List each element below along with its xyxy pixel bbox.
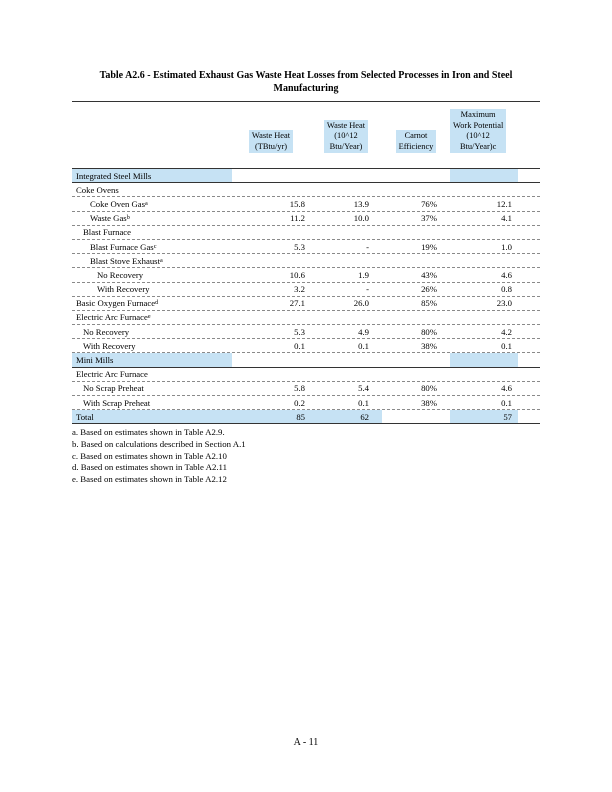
value-cell: 0.1 [358, 340, 369, 351]
value-cell [232, 368, 310, 381]
value-cell: - [366, 284, 369, 295]
value-cell: 0.2 [294, 397, 305, 408]
column-header-box [249, 130, 293, 153]
row-label: With Recovery [97, 284, 150, 295]
row-label: No Scrap Preheat [83, 383, 144, 394]
value-cell: 26.0 [353, 298, 369, 309]
value-cell: 37% [421, 213, 437, 224]
row-label: Coke Oven Gas [90, 198, 146, 209]
value-cell [310, 183, 382, 196]
row-label: Blast Furnace [83, 227, 132, 238]
row-label-cell: Coke Oven Gas a [90, 198, 148, 209]
row-label-cell: Basic Oxygen Furnace d [76, 298, 159, 309]
value-cell: 62 [310, 410, 382, 423]
value-cell: 4.6 [501, 269, 512, 280]
row-label-cell: Electric Arc Furnace e [76, 312, 151, 323]
value-cell [310, 254, 382, 267]
value-cell: 5.4 [358, 383, 369, 394]
row-label: Coke Ovens [76, 184, 119, 195]
value-cell [450, 311, 540, 324]
value-cell [310, 169, 382, 182]
value-cell: 38% [421, 340, 437, 351]
table-row [72, 268, 540, 282]
value-cell [232, 226, 310, 239]
value-cell: 57 [450, 410, 540, 423]
value-cell [232, 254, 310, 267]
value-cell [382, 226, 450, 239]
data-table [72, 101, 540, 424]
row-label-cell [72, 183, 232, 196]
value-cell: 15.8 [289, 198, 305, 209]
footnote: e. Based on estimates shown in Table A2.12 [72, 473, 227, 484]
value-cell: 80% [421, 383, 437, 394]
table-title [0, 0, 612, 95]
value-cell: 10.6 [289, 269, 305, 280]
value-cell [382, 368, 450, 381]
value-cell [382, 254, 450, 267]
value-cell: 27.1 [289, 298, 305, 309]
value-cell: 4.2 [501, 326, 512, 337]
row-label: With Scrap Preheat [83, 397, 151, 408]
row-label-cell [72, 283, 232, 296]
row-label-cell [72, 169, 232, 182]
table-row [72, 226, 540, 240]
value-cell: 26% [421, 284, 437, 295]
table-row [72, 396, 540, 410]
row-label: Blast Furnace Gas [90, 241, 154, 252]
value-cell: 0.1 [294, 340, 305, 351]
row-label: With Recovery [83, 340, 136, 351]
value-cell [232, 169, 310, 182]
table-row [72, 183, 540, 197]
row-label-cell [72, 339, 232, 352]
row-label: Total [76, 411, 94, 422]
value-cell: 5.8 [294, 383, 305, 394]
value-cell: 11.2 [290, 213, 305, 224]
value-cell [450, 169, 540, 182]
row-label-cell: Waste Gas b [90, 213, 130, 224]
table-body [72, 169, 540, 424]
column-header-line: Work Potential [453, 120, 504, 130]
value-cell [450, 183, 540, 196]
value-cell: 1.0 [501, 241, 512, 252]
column-header-box [396, 130, 437, 153]
row-label-cell [72, 353, 232, 366]
table-row [72, 339, 540, 353]
value-cell: - [366, 241, 369, 252]
value-cell: 85 [232, 410, 310, 423]
table-title-line1: Table A2.6 - Estimated Exhaust Gas Waste Heat Losses from Selected Processes in Iron and Steel [99, 70, 513, 81]
row-label: Integrated Steel Mills [76, 170, 152, 181]
table-row [72, 410, 540, 424]
footnote: b. Based on calculations described in Section A.1 [72, 438, 246, 449]
column-header [310, 120, 382, 168]
column-header-empty [72, 153, 232, 168]
table-row [72, 212, 540, 226]
value-cell: 4.1 [501, 213, 512, 224]
value-cell: 38% [421, 397, 437, 408]
row-label-cell [72, 368, 232, 381]
column-header-line: Efficiency [398, 141, 434, 151]
value-cell: 13.9 [353, 198, 369, 209]
table-row [72, 197, 540, 211]
column-header-line: Maximum [460, 110, 496, 120]
column-header [450, 109, 540, 168]
row-label: Blast Stove Exhaust [90, 255, 160, 266]
column-header-line: Waste Heat [326, 120, 366, 130]
row-label-cell: Blast Stove Exhaust a [90, 255, 163, 266]
value-cell [382, 311, 450, 324]
value-cell: 12.1 [496, 198, 512, 209]
value-cell [450, 254, 540, 267]
value-cell [450, 353, 540, 366]
row-label: Waste Gas [90, 213, 127, 224]
value-cell: 4.9 [358, 326, 369, 337]
row-label: Electric Arc Furnace [76, 312, 148, 323]
row-label-cell [72, 226, 232, 239]
table-header-row [72, 102, 540, 169]
footnote: c. Based on estimates shown in Table A2.10 [72, 450, 227, 461]
row-label: Basic Oxygen Furnace [76, 298, 156, 309]
row-label-cell [72, 396, 232, 409]
column-header-line: Btu/Year)c [459, 141, 497, 151]
value-cell: 3.2 [294, 284, 305, 295]
table-row [72, 297, 540, 311]
column-header-line: Carnot [404, 131, 428, 141]
table-row [72, 169, 540, 183]
value-cell [310, 353, 382, 366]
value-cell: 19% [421, 241, 437, 252]
value-cell: 85% [421, 298, 437, 309]
value-cell [310, 311, 382, 324]
row-label: No Recovery [83, 326, 130, 337]
value-cell [450, 368, 540, 381]
value-cell: 0.8 [501, 284, 512, 295]
row-label-cell [72, 410, 232, 423]
column-header [232, 130, 310, 168]
table-row [72, 325, 540, 339]
value-cell: 43% [421, 269, 437, 280]
column-header-line: Waste Heat [251, 131, 291, 141]
value-cell: 4.6 [501, 383, 512, 394]
table-row [72, 240, 540, 254]
value-cell [382, 183, 450, 196]
value-cell: 5.3 [294, 241, 305, 252]
column-header-line: (TBtu/yr) [254, 141, 288, 151]
table-row [72, 382, 540, 396]
row-label-cell [72, 325, 232, 338]
value-cell: 10.0 [353, 213, 369, 224]
value-cell: 0.1 [358, 397, 369, 408]
column-header-box [450, 109, 506, 153]
value-cell [310, 368, 382, 381]
value-cell: 76% [421, 198, 437, 209]
column-header-box [324, 120, 368, 153]
value-cell: 0.1 [501, 340, 512, 351]
value-cell [382, 410, 450, 423]
table-row [72, 368, 540, 382]
value-cell [232, 311, 310, 324]
value-cell [382, 169, 450, 182]
value-cell [232, 183, 310, 196]
value-cell [310, 226, 382, 239]
table-row [72, 283, 540, 297]
value-cell: 0.1 [501, 397, 512, 408]
row-label-cell: Blast Furnace Gas c [90, 241, 157, 252]
value-cell [232, 353, 310, 366]
value-cell: 1.9 [358, 269, 369, 280]
footnote: d. Based on estimates shown in Table A2.11 [72, 462, 228, 473]
value-cell: 80% [421, 326, 437, 337]
column-header-line: (10^12 [466, 131, 490, 141]
row-label-cell [72, 382, 232, 395]
table-row [72, 353, 540, 367]
value-cell: 23.0 [496, 298, 512, 309]
table-row [72, 254, 540, 268]
column-header [382, 130, 450, 168]
footnotes [72, 427, 612, 485]
page-number: A - 11 [293, 737, 319, 748]
row-label-cell [72, 268, 232, 281]
row-label: No Recovery [97, 269, 144, 280]
column-header-line: (10^12 [334, 131, 358, 141]
table-title-line2: Manufacturing [273, 82, 339, 94]
row-label: Mini Mills [76, 355, 114, 366]
value-cell [382, 353, 450, 366]
footnote: a. Based on estimates shown in Table A2.9. [72, 427, 225, 438]
row-label: Electric Arc Furnace [76, 369, 148, 380]
value-cell: 5.3 [294, 326, 305, 337]
table-row [72, 311, 540, 325]
value-cell [450, 226, 540, 239]
column-header-line: Btu/Year) [329, 141, 363, 151]
